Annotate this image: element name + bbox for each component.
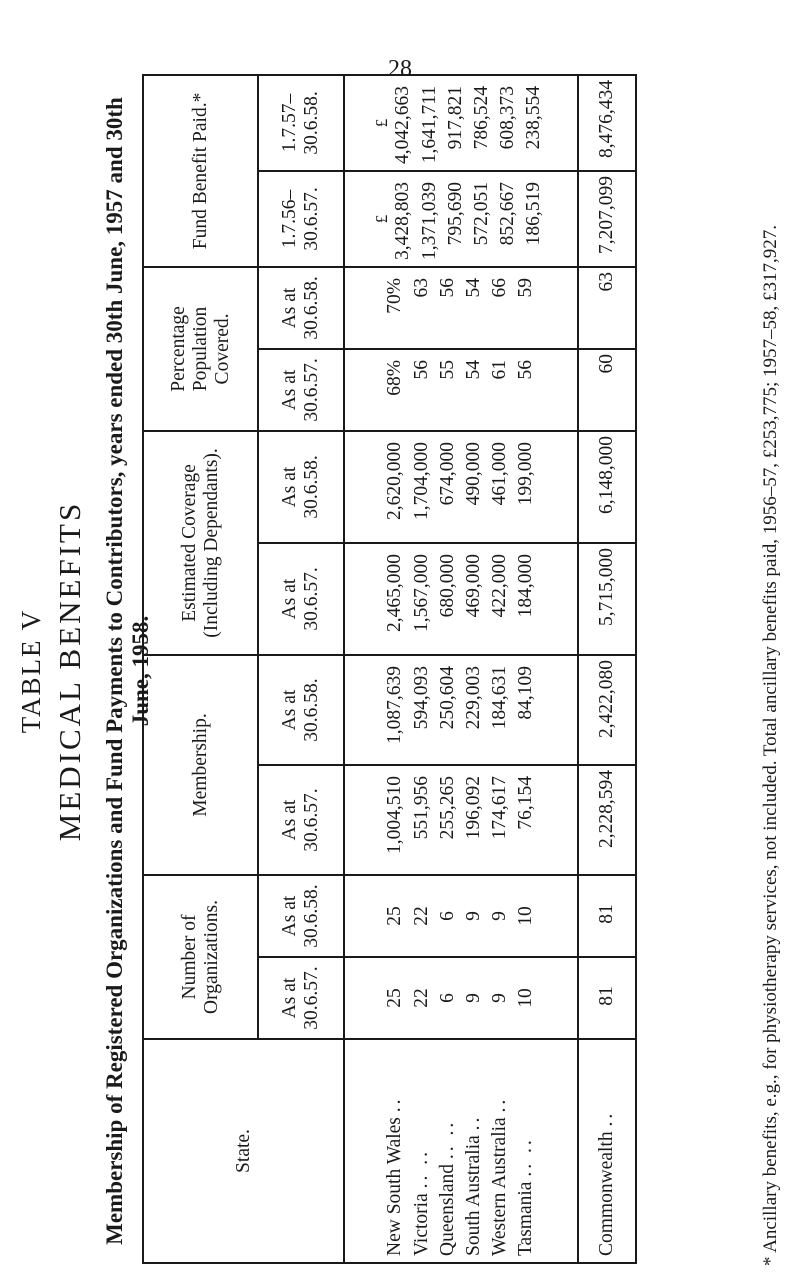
table-title: MEDICAL BENEFITS [52,500,87,842]
footnote: * Ancillary benefits, e.g., for physiotherapy services, not included. Total ancillary benefits paid, 1956–57, £253,775; 1957–58, £317,927. [760,224,781,1266]
total-pct-58: 63 [578,267,636,349]
total-fund-57: 7,207,099 [578,171,636,267]
fund-58-value: 608,373 [497,85,519,150]
org-58-value: 9 [489,911,511,921]
state-header: State. [143,1039,344,1263]
percentage-header: Percentage Population Covered. [143,267,258,431]
pct-58-column [344,267,578,349]
mem-57-value: 255,265 [436,776,458,840]
pct-58-value: 59 [515,277,537,298]
membership-header: Membership. [143,655,258,875]
org-57-column [344,957,578,1039]
fund-57-value: 795,690 [444,181,466,246]
pct-58-value: 66 [489,277,511,298]
mem-58-value: 229,003 [463,665,484,730]
pct-57-column [344,349,578,431]
org-57-value: 6 [436,993,458,1003]
mem-58-header: As at 30.6.58. [258,655,344,765]
pct-57-value: 68% [384,359,406,396]
pct-57-value: 54 [463,359,484,380]
org-57-value: 10 [515,988,537,1008]
pct-57-value: 56 [410,359,432,380]
header-row-groups [143,75,258,1263]
total-pct-57: 60 [578,349,636,431]
fund-58-column [344,75,578,171]
org-58-header: As at 30.6.58. [258,875,344,957]
page-number: 28 [388,56,412,82]
cov-58-value: 461,000 [489,441,511,506]
fund-57-value: 572,051 [471,181,492,246]
mem-58-value: 84,109 [515,665,537,720]
cov-58-value: 2,620,000 [384,441,406,520]
fund-58-value: 1,641,711 [418,85,440,164]
total-mem-58: 2,422,080 [578,655,636,765]
mem-57-value: 551,956 [410,776,432,840]
fund-58-value: 238,554 [523,85,545,150]
pct-57-value: 61 [489,359,511,380]
cov-58-value: 490,000 [463,441,484,506]
fund-58-header: 1.7.57–30.6.58. [258,75,344,171]
fund-58-value: 786,524 [471,85,492,150]
org-58-value: 22 [410,906,432,926]
mem-57-column [344,765,578,875]
cov-57-column [344,543,578,655]
cov-58-value: 199,000 [515,441,537,506]
org-57-value: 9 [489,993,511,1003]
total-state: Commonwealth .. [578,1039,636,1263]
mem-58-value: 1,087,639 [384,665,406,744]
state-name: Western Australia .. [489,1096,511,1256]
mem-58-value: 594,093 [410,665,432,730]
organizations-header: Number of Organizations. [143,875,258,1039]
fund-58-value: 917,821 [444,85,466,150]
pct-57-header: As at 30.6.57. [258,349,344,431]
state-rows [344,75,578,1263]
org-57-value: 25 [384,988,406,1008]
cov-57-value: 2,465,000 [384,553,406,632]
state-column [344,1039,578,1263]
org-58-value: 6 [436,911,458,921]
fund-57-value: 3,428,803 [392,181,414,260]
table-subtitle: Membership of Registered Organizations and Fund Payments to Contributors, years ended 30th June, 1957 and 30th June, 1958. [102,97,153,1245]
mem-57-value: 196,092 [463,776,484,840]
total-mem-57: 2,228,594 [578,765,636,875]
total-org-58: 81 [578,875,636,957]
mem-57-value: 1,004,510 [384,776,406,854]
total-org-57: 81 [578,957,636,1039]
state-name: Queensland .. .. [436,1119,458,1256]
coverage-header: Estimated Coverage (Including Dependants). [143,431,258,655]
cov-57-header: As at 30.6.57. [258,543,344,655]
fund-header: Fund Benefit Paid.* [143,75,258,267]
total-row [578,75,636,1263]
mem-58-value: 184,631 [489,665,511,730]
rotated-table-page [10,76,790,1266]
mem-57-header: As at 30.6.57. [258,765,344,875]
pound-sign: £ [372,214,392,224]
pct-58-value: 54 [463,277,484,298]
cov-57-value: 422,000 [489,553,511,618]
pct-58-value: 63 [410,277,432,298]
org-57-header: As at 30.6.57. [258,957,344,1039]
org-58-value: 25 [384,906,406,926]
pct-57-value: 55 [436,359,458,380]
mem-57-value: 174,617 [489,776,511,840]
org-57-value: 22 [410,988,432,1008]
state-name: Tasmania .. .. [515,1137,537,1256]
fund-57-value: 1,371,039 [418,181,440,260]
mem-58-column [344,655,578,765]
org-58-value: 9 [463,911,484,921]
table-label: TABLE V [16,608,46,734]
total-fund-58: 8,476,434 [578,75,636,171]
medical-benefits-table [142,74,637,1264]
cov-58-header: As at 30.6.58. [258,431,344,543]
org-57-value: 9 [463,993,484,1003]
state-name: South Australia .. [463,1114,484,1256]
fund-57-value: 186,519 [523,181,545,246]
fund-57-column [344,171,578,267]
state-name: New South Wales .. [384,1096,406,1256]
cov-57-value: 680,000 [436,553,458,618]
cov-57-value: 184,000 [515,553,537,618]
mem-58-value: 250,604 [436,665,458,730]
fund-57-value: 852,667 [497,181,519,246]
pct-58-header: As at 30.6.58. [258,267,344,349]
total-cov-57: 5,715,000 [578,543,636,655]
pound-sign: £ [372,118,392,128]
mem-57-value: 76,154 [515,776,537,830]
org-58-value: 10 [515,906,537,926]
total-cov-58: 6,148,000 [578,431,636,543]
cov-58-value: 674,000 [436,441,458,506]
cov-57-value: 1,567,000 [410,553,432,632]
cov-58-column [344,431,578,543]
pct-58-value: 56 [436,277,458,298]
cov-57-value: 469,000 [463,553,484,618]
org-58-column [344,875,578,957]
fund-57-header: 1.7.56–30.6.57. [258,171,344,267]
fund-58-value: 4,042,663 [392,85,414,164]
state-name: Victoria .. .. [410,1149,432,1256]
cov-58-value: 1,704,000 [410,441,432,520]
pct-57-value: 56 [515,359,537,380]
pct-58-value: 70% [384,277,406,314]
